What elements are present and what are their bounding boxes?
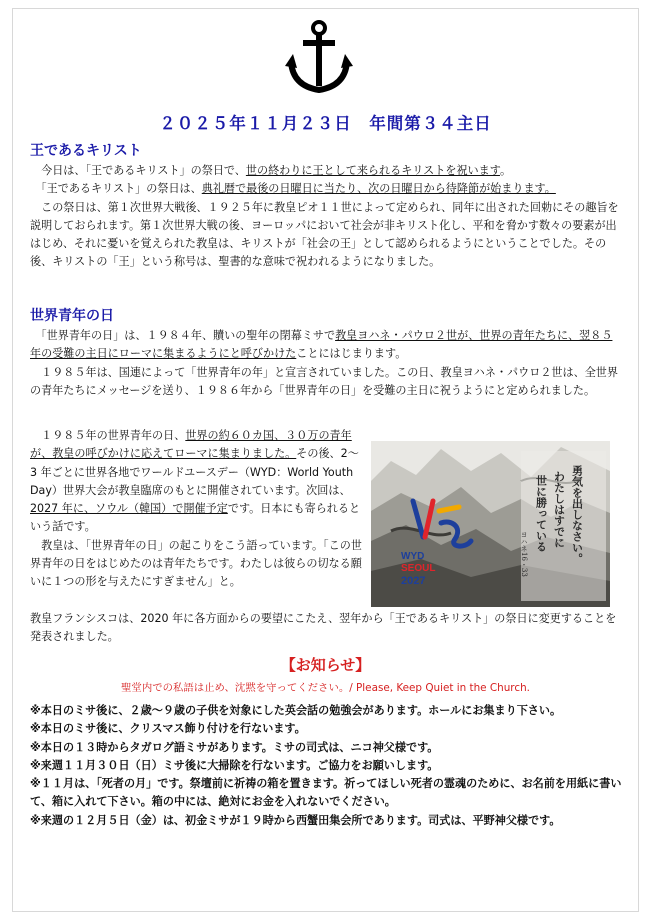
notice-item: ※１１月は、「死者の月」です。祭壇前に祈祷の箱を置きます。祈ってほしい死者の霊魂のために、お名前を用紙に書いて、箱に入れて下さい。箱の中には、絶対にお金を入れないでください。: [30, 777, 622, 809]
section2-paragraph-3: １９８５年の世界青年の日、世界の約６０カ国、３０万の青年が、教皇の呼びかけに応えてローマに集まりました。その後、2～3 年ごとに世界各地でワールドユースデー（WYD：World Youth Day）世界大会が教皇臨席のもとに開催されています。次回は、2027 年に、ソウル（韓国）で開催予定です。日本にも寄られるという話です。: [30, 429, 361, 534]
section2-paragraph-1: 「世界青年の日」は、１９８４年、贖いの聖年の閉幕ミサで教皇ヨハネ・パウロ２世が、世界の青年たちに、翌８５年の受難の主日にローマに集まるようにと呼びかけたことにはじまります。: [30, 329, 613, 361]
section1-paragraph-1: 今日は、「王であるキリスト」の祭日で、世の終わりに王として来られるキリストを祝います。: [30, 164, 512, 177]
section2-paragraph-5: 教皇フランシスコは、2020 年に各方面からの要望にこたえ、翌年から「王であるキリスト」の祭日に変更することを発表されました。: [30, 612, 617, 644]
wyd-city: SEOUL: [401, 563, 436, 574]
calligraphy-line-2: わたしはすでに: [552, 471, 566, 548]
section-heading-world-youth-day: 世界青年の日: [30, 308, 114, 324]
section1-paragraph-3: この祭日は、第１次世界大戦後、１９２５年に教皇ピオ１１世によって定められ、同年に出された回勅にその趣旨を説明しておられます。第１次世界大戦の後、ヨーロッパにおいて社会が非キリスト化し、平和を脅かす数々の要素が出はじめ、それに憂いを覚えられた教皇は、キリストが「社会の王」として認められるようにということでした。その後、キリストの「王」という称号は、聖書的な意味で祝われるようになりました。: [30, 200, 619, 269]
section1-body: [30, 162, 622, 272]
section2-closing: [30, 610, 622, 647]
notice-item: ※本日の１３時からタガログ語ミサがあります。ミサの司式は、ニコ神父様です。: [30, 740, 439, 754]
wyd-label: WYD: [401, 551, 425, 562]
date-line: ２０２５年１１月２３日 年間第３４主日: [159, 114, 492, 133]
wyd-seoul-2027-image: [371, 441, 610, 607]
section1-paragraph-2: 「王であるキリスト」の祭日は、典礼暦で最後の日曜日に当たり、次の日曜日から待降節が始まります。: [30, 182, 556, 196]
notice-title: 【お知らせ】: [280, 656, 371, 674]
wyd-year: 2027: [401, 575, 426, 587]
section-heading-christ-the-king: 王であるキリスト: [30, 143, 142, 159]
notice-subtitle: 聖堂内での私語は止め、沈黙を守ってください。/ Please, Keep Quiet in the Church.: [121, 682, 530, 694]
section2-wrapped-text: [30, 427, 364, 592]
calligraphy-line-3: 世に勝っている: [534, 475, 548, 552]
notice-list: [30, 702, 630, 830]
notice-item: ※来週１１月３０日（日）ミサ後に大掃除を行ないます。ご協力をお願いします。: [30, 758, 439, 772]
calligraphy-citation: ヨハネ16・33: [520, 531, 528, 577]
notice-item: ※来週の１２月５日（金）は、初金ミサが１９時から西蟹田集会所であります。司式は、平野神父様です。: [30, 813, 561, 827]
anchor-icon: [285, 20, 353, 96]
section2-paragraph-4: 教皇は、「世界青年の日」の起こりをこう語っています。「この世界青年の日をはじめたのは青年たちです。わたしは彼らの切なる願いに１つの形を与えたにすぎません」と。: [30, 538, 362, 589]
notice-item: ※本日のミサ後に、クリスマス飾り付けを行ないます。: [30, 722, 306, 736]
calligraphy-line-1: 勇気を出しなさい。: [570, 465, 584, 564]
section2-body: [30, 327, 622, 400]
section2-paragraph-2: １９８５年は、国連によって「世界青年の年」と宣言されていました。この日、教皇ヨハネ・パウロ２世は、全世界の青年たちにメッセージを送り、１９８６年から「世界青年の日」を受難の主日に祝うようにと定められました。: [30, 365, 618, 397]
notice-item: ※本日のミサ後に、２歳〜９歳の子供を対象にした英会話の勉強会があります。ホールにお集まり下さい。: [30, 704, 562, 717]
